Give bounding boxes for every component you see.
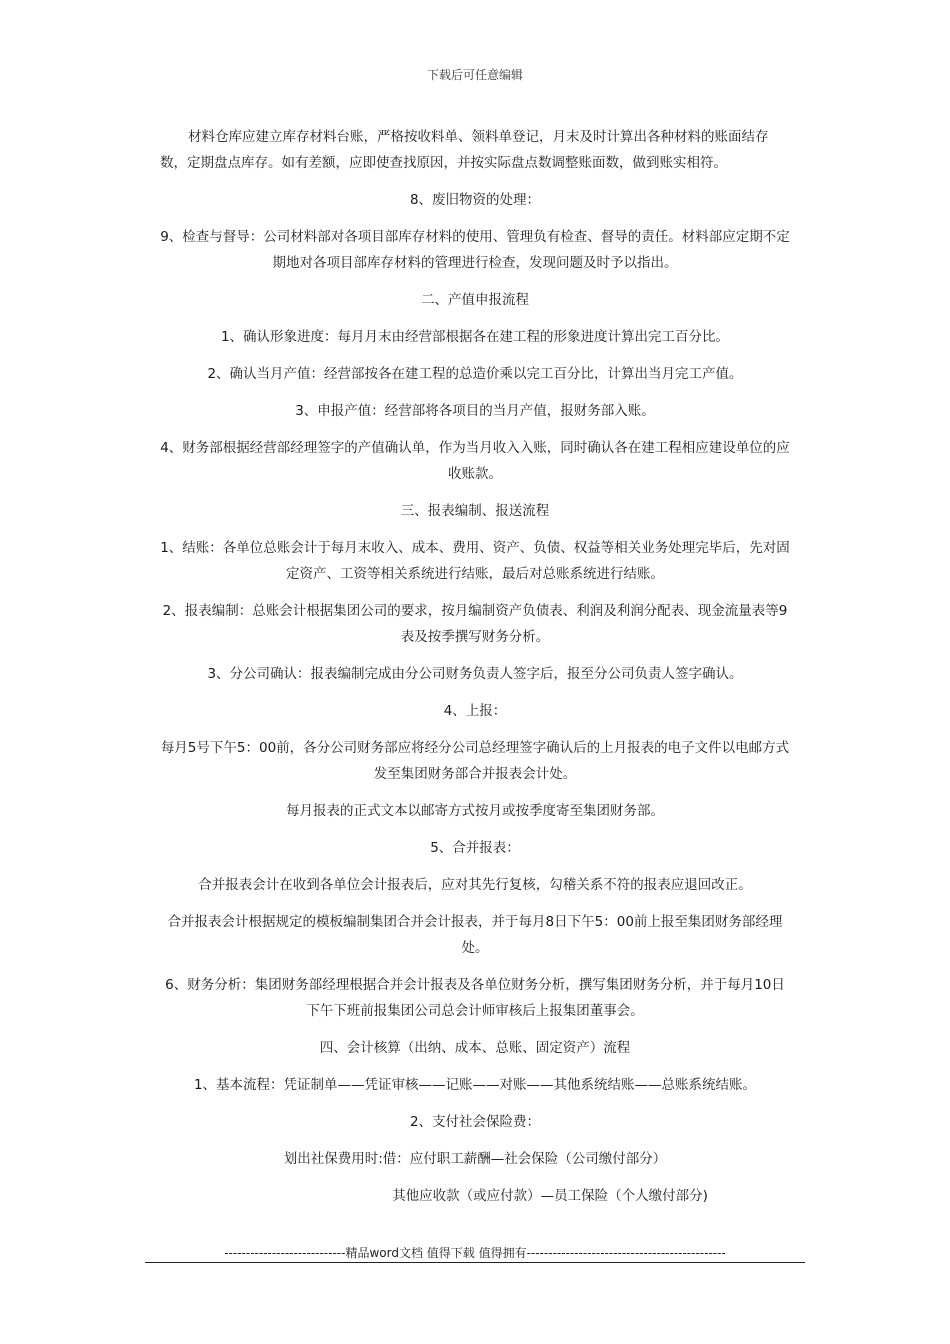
paragraph-confirm-progress: 1、确认形象进度：每月月末由经营部根据各在建工程的形象进度计算出完工百分比。	[220, 329, 730, 345]
document-body	[160, 124, 790, 1220]
paragraph-submit: 4、上报：	[443, 703, 507, 719]
footer-divider	[145, 1262, 805, 1263]
paragraph-insurance-debit: 划出社保费用时:借：应付职工薪酬—社会保险（公司缴付部分）	[283, 1151, 667, 1167]
paragraph-social-insurance: 2、支付社会保险费：	[409, 1114, 541, 1130]
paragraph-material-warehouse: 材料仓库应建立库存材料台账，严格按收料单、领料单登记，月末及时计算出各种材料的账面结存数，定期盘点库存。如有差额，应即使查找原因，并按实际盘点数调整账面数，做到账实相符。	[160, 129, 769, 171]
paragraph-consolidation: 5、合并报表：	[430, 840, 520, 856]
paragraph-finance-confirm: 4、财务部根据经营部经理签字的产值确认单，作为当月收入入账，同时确认各在建工程相应建设单位的应收账款。	[160, 440, 790, 482]
page-header: 下载后可任意编辑	[426, 68, 523, 82]
paragraph-report-value: 3、申报产值：经营部将各项目的当月产值，报财务部入账。	[295, 403, 655, 419]
paragraph-financial-analysis: 6、财务分析：集团财务部经理根据合并会计报表及各单位财务分析，撰写集团财务分析，并于每月10日下午下班前报集团公司总会计师审核后上报集团董事会。	[165, 977, 785, 1019]
page-footer: ----------------------------精品word文档 值得下载 值得拥有----------------------------------------------	[224, 1246, 726, 1260]
section-heading-report-flow: 三、报表编制、报送流程	[400, 503, 550, 519]
paragraph-report-preparation: 2、报表编制：总账会计根据集团公司的要求，按月编制资产负债表、利润及利润分配表、现金流量表等9表及按季撰写财务分析。	[162, 603, 788, 645]
paragraph-confirm-monthly-value: 2、确认当月产值：经营部按各在建工程的总造价乘以完工百分比，计算出当月完工产值。	[207, 366, 743, 382]
paragraph-monthly-deadline: 每月5号下午5：00前，各分公司财务部应将经分公司总经理签字确认后的上月报表的电子文件以电邮方式发至集团财务部合并报表会计处。	[160, 740, 790, 782]
paragraph-closing: 1、结账：各单位总账会计于每月末收入、成本、费用、资产、负债、权益等相关业务处理完毕后，先对固定资产、工资等相关系统进行结账，最后对总账系统进行结账。	[160, 540, 790, 582]
paragraph-basic-process: 1、基本流程：凭证制单——凭证审核——记账——对账——其他系统结账——总账系统结账。	[193, 1077, 757, 1093]
paragraph-waste-materials: 8、废旧物资的处理：	[409, 192, 541, 208]
section-heading-accounting: 四、会计核算（出纳、成本、总账、固定资产）流程	[319, 1040, 631, 1056]
paragraph-insurance-other: 其他应收款（或应付款）—员工保险（个人缴付部分)	[392, 1188, 708, 1204]
paragraph-consolidation-template: 合并报表会计根据规定的模板编制集团合并会计报表，并于每月8日下午5：00前上报至集团财务部经理处。	[167, 914, 783, 956]
paragraph-inspection: 9、检查与督导：公司材料部对各项目部库存材料的使用、管理负有检查、督导的责任。材料部应定期不定期地对各项目部库存材料的管理进行检查，发现问题及时予以指出。	[160, 229, 790, 271]
section-heading-output-value: 二、产值申报流程	[421, 292, 529, 308]
paragraph-formal-text: 每月报表的正式文本以邮寄方式按月或按季度寄至集团财务部。	[286, 803, 664, 819]
paragraph-consolidation-review: 合并报表会计在收到各单位会计报表后，应对其先行复核，勾稽关系不符的报表应退回改正。	[198, 877, 752, 893]
paragraph-branch-confirm: 3、分公司确认：报表编制完成由分公司财务负责人签字后，报至分公司负责人签字确认。	[207, 666, 743, 682]
